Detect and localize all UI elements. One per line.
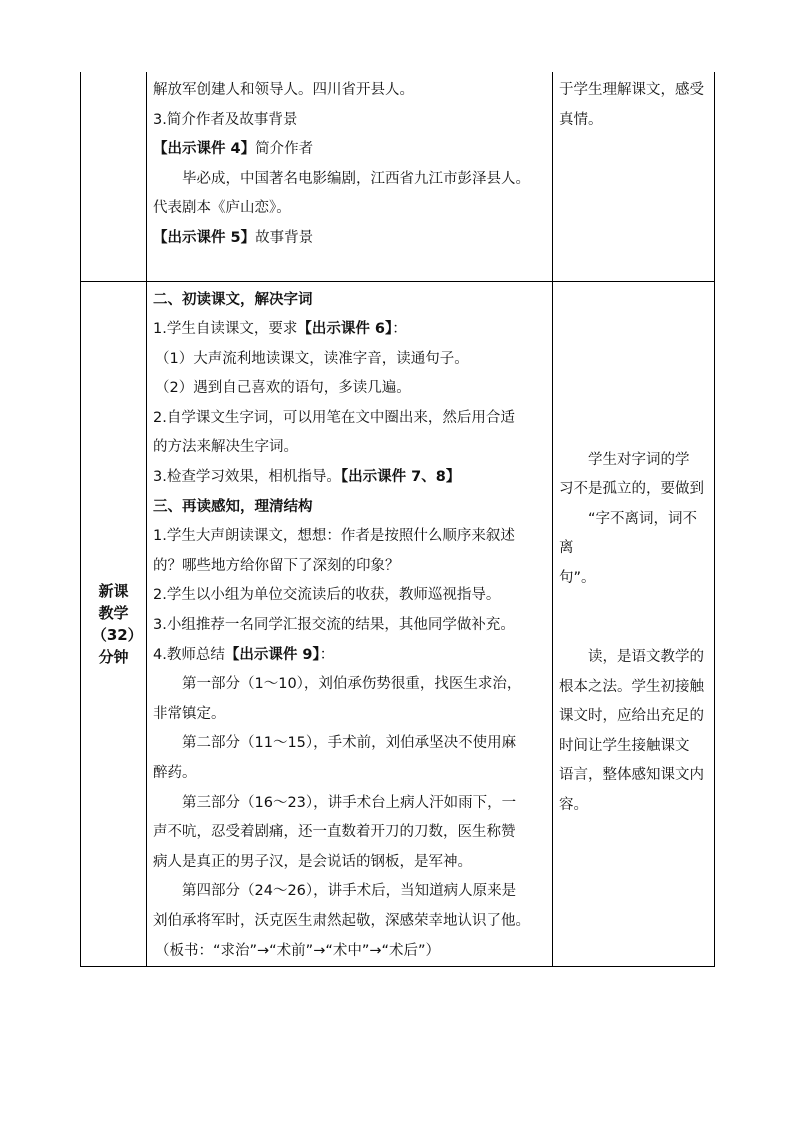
content-text: 4.教师总结 [153, 646, 225, 663]
content-line: 病人是真正的男子汉，是会说话的钢板，是军神。 [153, 853, 472, 870]
courseware-tag: 【出示课件 5】 [153, 229, 256, 246]
content-line: （1）大声流利地读课文，读准字音，读通句子。 [155, 350, 469, 367]
content-line: 3.简介作者及故事背景 [153, 111, 298, 128]
note-line: 学生对字词的学 [588, 451, 690, 468]
note-line: 习不是孤立的，要做到 [559, 481, 704, 498]
content-text: 1.学生自读课文，要求 [153, 321, 298, 338]
courseware-text: 故事背景 [255, 229, 314, 246]
content-line: 第一部分（1～10），刘伯承伤势很重，找医生求治， [182, 676, 522, 693]
row-label-cell [81, 72, 147, 281]
courseware-line [153, 224, 548, 254]
content-line: （2）遇到自己喜欢的语句，多读几遍。 [155, 380, 411, 397]
table-row [81, 72, 715, 281]
content-line: 醉药。 [153, 765, 197, 781]
content-line: 刘伯承将军时，沃克医生肃然起敬，深感荣幸地认识了他。 [153, 912, 530, 929]
courseware-tag: 【出示课件 9】 [224, 646, 320, 663]
author-intro-line: 毕必成，中国著名电影编剧，江西省九江市彭泽县人。 [182, 170, 530, 187]
content-line: 非常镇定。 [153, 705, 226, 722]
board-summary-line: （板书：“求治”→“术前”→“术中”→“术后”） [155, 942, 441, 959]
note-line: 句”。 [559, 569, 596, 586]
content-line [153, 315, 548, 345]
note-line: 课文时，应给出充足的 [559, 708, 704, 725]
note-line: “字不离词，词不离 [559, 510, 698, 557]
note-line: 真情。 [559, 111, 603, 128]
content-line: 3.小组推荐一名同学汇报交流的结果，其他同学做补充。 [153, 617, 515, 634]
content-line: 第二部分（11～15），手术前，刘伯承坚决不使用麻 [182, 735, 517, 752]
content-text: ： [392, 321, 407, 338]
note-line: 于学生理解课文，感受 [559, 82, 704, 98]
design-intent-cell [553, 281, 715, 967]
content-text: ： [319, 646, 335, 663]
content-text: 3.检查学习效果，相机指导。 [153, 469, 341, 486]
table-row [81, 281, 715, 967]
section-heading: 二、初读课文，解决字词 [153, 291, 313, 308]
courseware-tag: 【出示课件 4】 [153, 141, 256, 158]
content-line: 第四部分（24～26），讲手术后，当知道病人原来是 [182, 883, 517, 900]
courseware-tag: 【出示课件 6】 [297, 321, 393, 338]
section-heading: 三、再读感知，理清结构 [153, 498, 313, 515]
note-line: 读，是语文教学的 [588, 649, 704, 666]
teaching-content-cell [147, 72, 553, 281]
courseware-text: 简介作者 [255, 141, 314, 158]
design-intent-cell [553, 72, 715, 281]
content-line: 2.自学课文生字词，可以用笔在文中圈出来，然后用合适 [153, 409, 515, 426]
note-line: 容。 [559, 797, 588, 814]
lesson-plan-table [80, 72, 715, 967]
content-line: 的方法来解决生字词。 [153, 439, 298, 456]
content-line: 1.学生大声朗读课文，想想：作者是按照什么顺序来叙述 [153, 528, 515, 545]
content-line: 的？哪些地方给你留下了深刻的印象？ [153, 557, 400, 574]
courseware-tag: 【出示课件 7、8】 [340, 469, 461, 486]
author-intro-line: 代表剧本《庐山恋》。 [153, 200, 291, 217]
content-line: 2.学生以小组为单位交流读后的收获，教师巡视指导。 [153, 587, 501, 604]
section-label-cell [81, 281, 147, 967]
content-line [153, 641, 548, 671]
note-line: 根本之法。学生初接触 [559, 678, 704, 695]
content-line: 声不吭，忍受着剧痛，还一直数着开刀的刀数，医生称赞 [153, 824, 516, 841]
teaching-content-cell [147, 281, 553, 967]
courseware-line [153, 135, 548, 165]
content-line [153, 463, 548, 493]
content-line: 解放军创建人和领导人。四川省开县人。 [153, 82, 414, 98]
note-line: 时间让学生接触课文 [559, 737, 690, 754]
note-line: 语言，整体感知课文内 [559, 767, 704, 784]
section-label: 新课教学（32）分钟 [91, 581, 136, 666]
content-line: 第三部分（16～23），讲手术台上病人汗如雨下，一 [182, 794, 517, 811]
